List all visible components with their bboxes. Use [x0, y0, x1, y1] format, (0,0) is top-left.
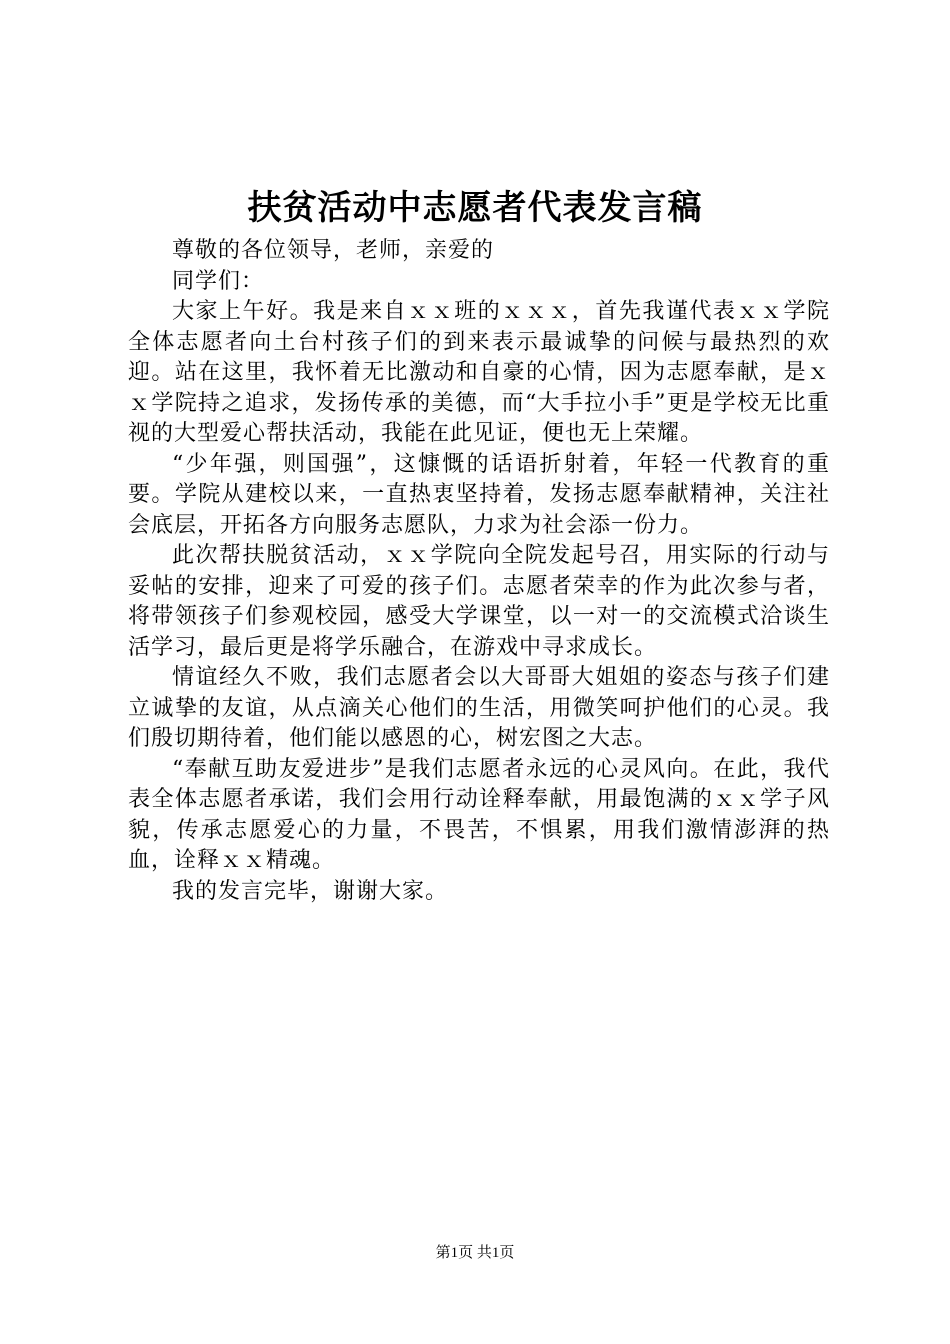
- paragraph: 情谊经久不败，我们志愿者会以大哥哥大姐姐的姿态与孩子们建立诚挚的友谊，从点滴关心他们的生活，用微笑呵护他们的心灵。我们殷切期待着，他们能以感恩的心，树宏图之大志。: [128, 665, 830, 751]
- document-body: [128, 236, 830, 907]
- paragraph: 我的发言完毕，谢谢大家。: [172, 878, 449, 904]
- document-title: 扶贫活动中志愿者代表发言稿: [247, 188, 703, 228]
- salutation-line-1: 尊敬的各位领导，老师，亲爱的: [172, 238, 495, 263]
- paragraph: “奉献互助友爱进步”是我们志愿者永远的心灵风向。在此，我代表全体志愿者承诺，我们会用行动诠释奉献，用最饱满的ｘｘ学子风貌，传承志愿爱心的力量，不畏苦，不惧累，用我们激情澎湃的热血，诠释ｘｘ精魂。: [128, 756, 830, 873]
- salutation-line-2: 同学们：: [172, 268, 265, 294]
- paragraph: “少年强，则国强”，这慷慨的话语折射着，年轻一代教育的重要。学院从建校以来，一直热衷坚持着，发扬志愿奉献精神，关注社会底层，开拓各方向服务志愿队，力求为社会添一份力。: [128, 451, 830, 538]
- page-footer: 第1页 共1页: [435, 1245, 515, 1261]
- paragraph: 大家上午好。我是来自ｘｘ班的ｘｘｘ，首先我谨代表ｘｘ学院全体志愿者向土台村孩子们的到来表示最诚挚的问候与最热烈的欢迎。站在这里，我怀着无比激动和自豪的心情，因为志愿奉献，是ｘｘ学院持之追求，发扬传承的美德，而“大手拉小手”更是学校无比重视的大型爱心帮扶活动，我能在此见证，便也无上荣耀。: [128, 299, 830, 446]
- paragraph: 此次帮扶脱贫活动，ｘｘ学院向全院发起号召，用实际的行动与妥帖的安排，迎来了可爱的孩子们。志愿者荣幸的作为此次参与者，将带领孩子们参观校园，感受大学课堂，以一对一的交流模式洽谈生活学习，最后更是将学乐融合，在游戏中寻求成长。: [128, 543, 830, 660]
